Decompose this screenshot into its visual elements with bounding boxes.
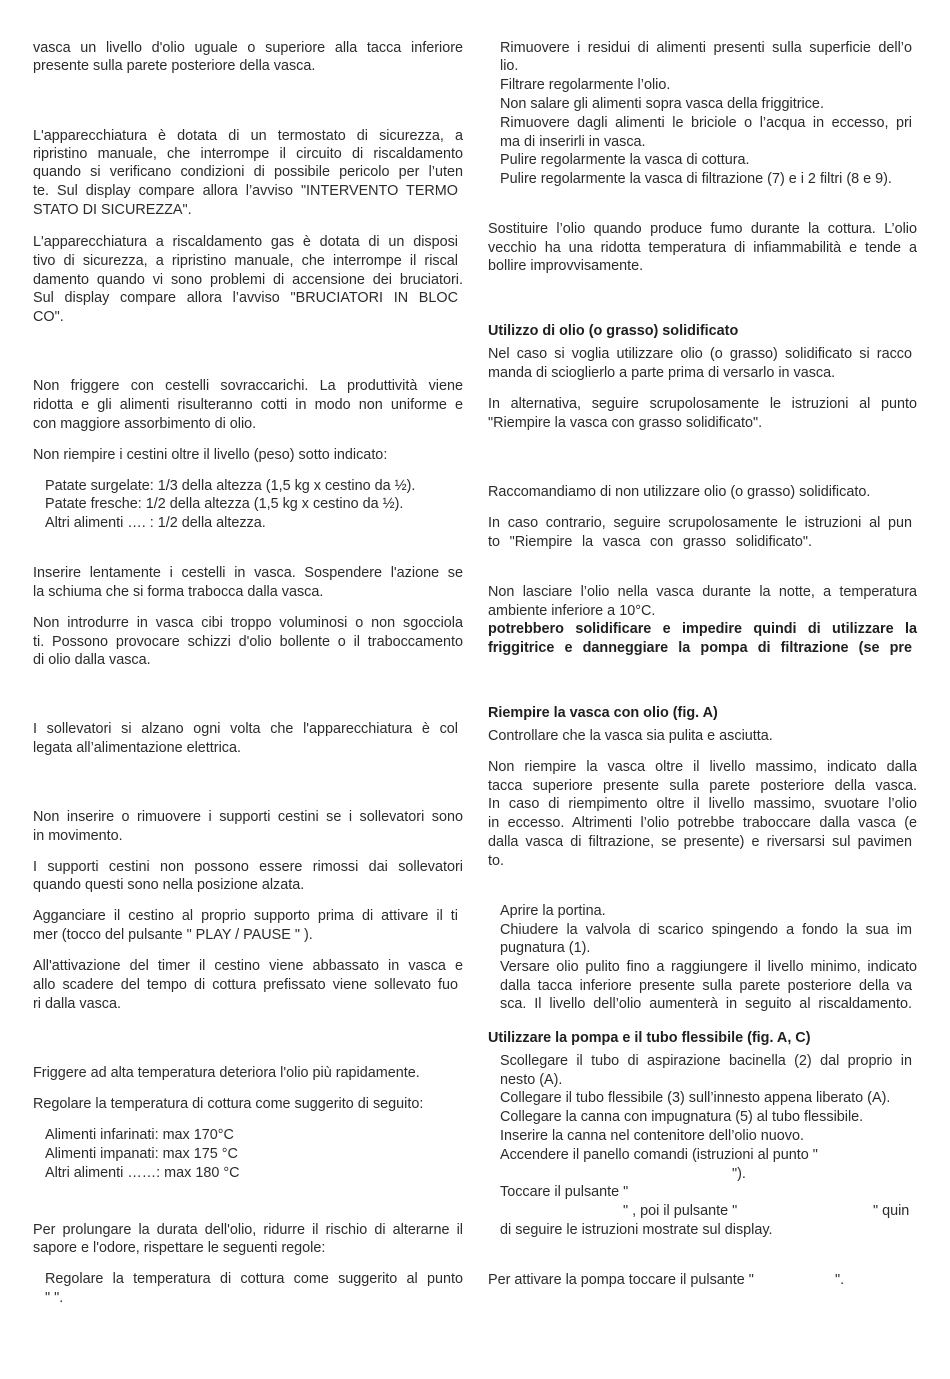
text-line: la schiuma che si forma trabocca dalla vasca. — [33, 584, 324, 600]
text-line: L'apparecchiatura a riscaldamento gas è dotata di un disposi — [33, 234, 458, 250]
text-line: con maggiore assorbimento di olio. — [33, 416, 257, 432]
section-heading: potrebbero solidificare e impedire quindi di utilizzare la — [488, 621, 917, 637]
text-line: Toccare il pulsante " — [500, 1184, 629, 1200]
text-line: ". — [835, 1272, 845, 1288]
text-line: Sostituire l’olio quando produce fumo durante la cottura. L’olio — [488, 221, 917, 237]
text-line: Regolare la temperatura di cottura come suggerito al punto — [45, 1271, 463, 1287]
text-line: L'apparecchiatura è dotata di un termostato di sicurezza, a — [33, 128, 463, 144]
text-line: ma di inserirli in vasca. — [500, 134, 646, 150]
text-line: mer (tocco del pulsante " PLAY / PAUSE " ). — [33, 927, 313, 943]
text-line: " , poi il pulsante " — [623, 1203, 738, 1219]
text-line: di seguire le istruzioni mostrate sul display. — [500, 1222, 773, 1238]
text-line: Patate fresche: 1/2 della altezza (1,5 kg x cestino da ½). — [45, 496, 404, 512]
text-line: Chiudere la valvola di scarico spingendo a fondo la sua im — [500, 922, 912, 938]
text-line: nesto (A). — [500, 1072, 563, 1088]
text-line: allo scadere del tempo di cottura prefissato viene sollevato fuo — [33, 977, 458, 993]
text-line: STATO DI SICUREZZA". — [33, 202, 192, 218]
text-line: presente sulla parete posteriore della vasca. — [33, 58, 316, 74]
text-line: "). — [732, 1166, 746, 1182]
text-line: ripristino manuale, che interrompe il circuito di riscaldamento — [33, 146, 463, 162]
text-line: vasca un livello d'olio uguale o superiore alla tacca inferiore — [33, 40, 463, 56]
text-line: Agganciare il cestino al proprio supporto prima di attivare il ti — [33, 908, 458, 924]
text-line: Per attivare la pompa toccare il pulsante " — [488, 1272, 754, 1288]
text-line: Inserire lentamente i cestelli in vasca. Sospendere l'azione se — [33, 565, 463, 581]
text-line: In caso contrario, seguire scrupolosamente le istruzioni al pun — [488, 515, 912, 531]
text-line: Rimuovere dagli alimenti le briciole o l’acqua in eccesso, pri — [500, 115, 912, 131]
text-line: quando si verificano condizioni di possibile pericolo per l’uten — [33, 164, 463, 180]
text-line: Filtrare regolarmente l’olio. — [500, 77, 671, 93]
text-line: dalla tacca inferiore presente sulla parete posteriore della va — [500, 978, 912, 994]
text-line: lio. — [500, 58, 519, 74]
text-line: in movimento. — [33, 828, 123, 844]
text-line: Pulire regolarmente la vasca di cottura. — [500, 152, 750, 168]
text-line: Nel caso si voglia utilizzare olio (o grasso) solidificato si racco — [488, 346, 912, 362]
text-line: Non lasciare l’olio nella vasca durante la notte, a temperatura — [488, 584, 917, 600]
text-line: Non inserire o rimuovere i supporti cestini se i sollevatori sono — [33, 809, 463, 825]
text-line: Accendere il panello comandi (istruzioni al punto " — [500, 1147, 818, 1163]
text-line: ri dalla vasca. — [33, 996, 121, 1012]
text-line: bollire improvvisamente. — [488, 258, 644, 274]
text-line: in eccesso. Altrimenti l’olio potrebbe traboccare dalla vasca (e — [488, 815, 917, 831]
text-line: Non riempire i cestini oltre il livello (peso) sotto indicato: — [33, 447, 388, 463]
text-line: I supporti cestini non possono essere rimossi dai sollevatori — [33, 859, 463, 875]
text-line: Alimenti impanati: max 175 °C — [45, 1146, 238, 1162]
text-line: di olio dalla vasca. — [33, 652, 151, 668]
text-line: quando questi sono nella posizione alzata. — [33, 877, 305, 893]
text-line: Patate surgelate: 1/3 della altezza (1,5 kg x cestino da ½). — [45, 478, 416, 494]
text-line: te. Sul display compare allora l’avviso "INTERVENTO TERMO — [33, 183, 458, 199]
text-line: Regolare la temperatura di cottura come suggerito di seguito: — [33, 1096, 424, 1112]
section-heading: Riempire la vasca con olio (fig. A) — [488, 705, 718, 721]
text-line: " quin — [873, 1203, 910, 1219]
text-line: CO". — [33, 309, 64, 325]
text-line: sapore e l'odore, rispettare le seguenti regole: — [33, 1240, 326, 1256]
text-line: Altri alimenti …. : 1/2 della altezza. — [45, 515, 266, 531]
text-line: to "Riempire la vasca con grasso solidificato". — [488, 534, 812, 550]
text-line: Rimuovere i residui di alimenti presenti sulla superficie dell’o — [500, 40, 912, 56]
text-line: All'attivazione del timer il cestino viene abbassato in vasca e — [33, 958, 463, 974]
text-line: ridotta e gli alimenti risulteranno cotti in modo non uniforme e — [33, 397, 463, 413]
text-line: damento quando vi sono problemi di accensione dei bruciatori. — [33, 272, 463, 288]
text-line: In caso di riempimento oltre il livello massimo, svuotare l’olio — [488, 796, 917, 812]
section-heading: Utilizzare la pompa e il tubo flessibile (fig. A, C) — [488, 1030, 811, 1046]
text-line: Scollegare il tubo di aspirazione bacinella (2) dal proprio in — [500, 1053, 912, 1069]
text-line: Controllare che la vasca sia pulita e asciutta. — [488, 728, 773, 744]
text-line: Collegare la canna con impugnatura (5) al tubo flessibile. — [500, 1109, 864, 1125]
text-line: Pulire regolarmente la vasca di filtrazione (7) e i 2 filtri (8 e 9). — [500, 171, 892, 187]
text-line: dalla vasca di filtrazione, se presente) e riversarsi sul pavimen — [488, 834, 912, 850]
text-line: Collegare il tubo flessibile (3) sull’innesto appena liberato (A). — [500, 1090, 891, 1106]
section-heading: Utilizzo di olio (o grasso) solidificato — [488, 323, 739, 339]
text-line: ambiente inferiore a 10°C. — [488, 603, 656, 619]
text-line: Versare olio pulito fino a raggiungere il livello minimo, indicato — [500, 959, 917, 975]
text-line: Non salare gli alimenti sopra vasca della friggitrice. — [500, 96, 824, 112]
text-line: legata all’alimentazione elettrica. — [33, 740, 241, 756]
text-line: tivo di sicurezza, a ripristino manuale, che interrompe il riscal — [33, 253, 458, 269]
text-line: ti. Possono provocare schizzi d'olio bollente o il traboccamento — [33, 634, 463, 650]
text-line: Raccomandiamo di non utilizzare olio (o grasso) solidificato. — [488, 484, 871, 500]
text-line: Per prolungare la durata dell'olio, ridurre il rischio di alterarne il — [33, 1222, 463, 1238]
text-line: " ". — [45, 1290, 64, 1306]
text-line: Sul display compare allora l’avviso "BRUCIATORI IN BLOC — [33, 290, 458, 306]
text-line: Altri alimenti ……: max 180 °C — [45, 1165, 240, 1181]
text-line: Aprire la portina. — [500, 903, 606, 919]
text-line: sca. Il livello dell’olio aumenterà in seguito al riscaldamento. — [500, 996, 912, 1012]
section-heading: friggitrice e danneggiare la pompa di filtrazione (se pre — [488, 640, 912, 656]
text-line: Non riempire la vasca oltre il livello massimo, indicato dalla — [488, 759, 917, 775]
text-line: manda di scioglierlo a parte prima di versarlo in vasca. — [488, 365, 836, 381]
text-line: "Riempire la vasca con grasso solidificato". — [488, 415, 763, 431]
text-line: pugnatura (1). — [500, 940, 591, 956]
text-line: In alternativa, seguire scrupolosamente le istruzioni al punto — [488, 396, 917, 412]
text-line: Friggere ad alta temperatura deteriora l'olio più rapidamente. — [33, 1065, 420, 1081]
text-line: I sollevatori si alzano ogni volta che l'apparecchiatura è col — [33, 721, 458, 737]
text-line: Non friggere con cestelli sovraccarichi. La produttività viene — [33, 378, 463, 394]
text-line: to. — [488, 853, 504, 869]
text-line: Alimenti infarinati: max 170°C — [45, 1127, 234, 1143]
text-line: vecchio ha una ridotta temperatura di infiammabilità e tende a — [488, 240, 917, 256]
text-line: Non introdurre in vasca cibi troppo voluminosi o non sgocciola — [33, 615, 463, 631]
text-line: Inserire la canna nel contenitore dell’olio nuovo. — [500, 1128, 804, 1144]
text-line: tacca superiore presente sulla parete posteriore della vasca. — [488, 778, 917, 794]
